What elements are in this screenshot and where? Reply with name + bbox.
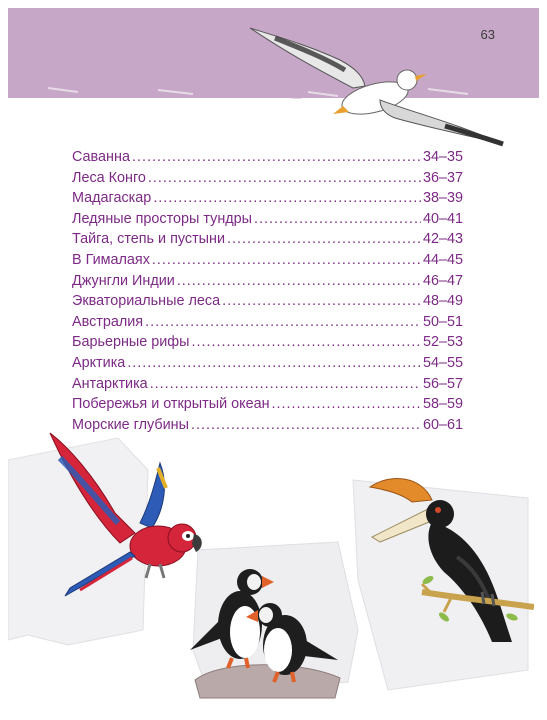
hornbill-illustration bbox=[362, 472, 534, 647]
toc-entry-pages: 34–35 bbox=[422, 149, 463, 165]
toc-leader-dots bbox=[254, 211, 421, 227]
toc-leader-dots bbox=[145, 314, 421, 330]
toc-entry[interactable] bbox=[72, 190, 463, 211]
toc-entry-pages: 48–49 bbox=[422, 293, 463, 310]
toc-leader-dots bbox=[148, 170, 421, 186]
toc-entry-pages: 42–43 bbox=[422, 231, 463, 248]
toc-entry-title: Побережья и открытый океан bbox=[72, 396, 270, 413]
toc-entry-title: Тайга, степь и пустыни bbox=[72, 231, 226, 248]
toc-entry-title: Экваториальные леса bbox=[72, 293, 221, 310]
toc-entry-pages: 52–53 bbox=[422, 334, 463, 351]
table-of-contents bbox=[72, 149, 463, 437]
toc-entry[interactable] bbox=[72, 396, 463, 417]
toc-entry-pages: 50–51 bbox=[422, 313, 463, 330]
toc-entry[interactable] bbox=[72, 334, 463, 355]
toc-entry-pages: 40–41 bbox=[422, 210, 463, 227]
toc-entry-title: Джунгли Индии bbox=[72, 272, 175, 289]
toc-leader-dots bbox=[177, 273, 421, 289]
toc-entry-title: Саванна bbox=[72, 149, 130, 165]
toc-leader-dots bbox=[272, 396, 421, 412]
seagull-illustration bbox=[245, 18, 510, 148]
toc-entry-pages: 56–57 bbox=[422, 375, 463, 392]
toc-entry-title: В Гималаях bbox=[72, 251, 150, 268]
toc-leader-dots bbox=[222, 293, 421, 309]
toc-entry-title: Леса Конго bbox=[72, 169, 146, 186]
toc-entry[interactable] bbox=[72, 252, 463, 273]
toc-entry-title: Барьерные рифы bbox=[72, 334, 190, 351]
toc-leader-dots bbox=[127, 355, 421, 371]
toc-leader-dots bbox=[150, 376, 421, 392]
toc-leader-dots bbox=[191, 334, 420, 350]
toc-entry-pages: 36–37 bbox=[422, 169, 463, 186]
toc-entry-title: Морские глубины bbox=[72, 416, 189, 433]
toc-entry[interactable] bbox=[72, 149, 463, 170]
toc-entry-pages: 54–55 bbox=[422, 354, 463, 371]
toc-entry[interactable] bbox=[72, 293, 463, 314]
toc-leader-dots bbox=[132, 149, 421, 165]
toc-entry[interactable] bbox=[72, 355, 463, 376]
toc-entry[interactable] bbox=[72, 376, 463, 397]
toc-leader-dots bbox=[152, 252, 421, 268]
toc-leader-dots bbox=[227, 231, 421, 247]
toc-entry[interactable] bbox=[72, 273, 463, 294]
toc-entry-title: Антарктика bbox=[72, 375, 148, 392]
toc-entry[interactable] bbox=[72, 170, 463, 191]
toc-entry[interactable] bbox=[72, 231, 463, 252]
page-number: 63 bbox=[480, 27, 495, 42]
toc-entry[interactable] bbox=[72, 314, 463, 335]
toc-leader-dots bbox=[153, 190, 421, 206]
toc-entry-pages: 46–47 bbox=[422, 272, 463, 289]
toc-entry-title: Мадагаскар bbox=[72, 190, 152, 207]
toc-entry-pages: 60–61 bbox=[422, 416, 463, 433]
toc-entry-pages: 44–45 bbox=[422, 251, 463, 268]
toc-entry-title: Ледяные просторы тундры bbox=[72, 210, 253, 227]
puffins-illustration bbox=[180, 560, 350, 700]
toc-entry-title: Арктика bbox=[72, 354, 126, 371]
toc-entry-pages: 38–39 bbox=[422, 190, 463, 207]
toc-entry[interactable] bbox=[72, 211, 463, 232]
toc-entry-title: Австралия bbox=[72, 313, 144, 330]
toc-entry-pages: 58–59 bbox=[422, 396, 463, 413]
